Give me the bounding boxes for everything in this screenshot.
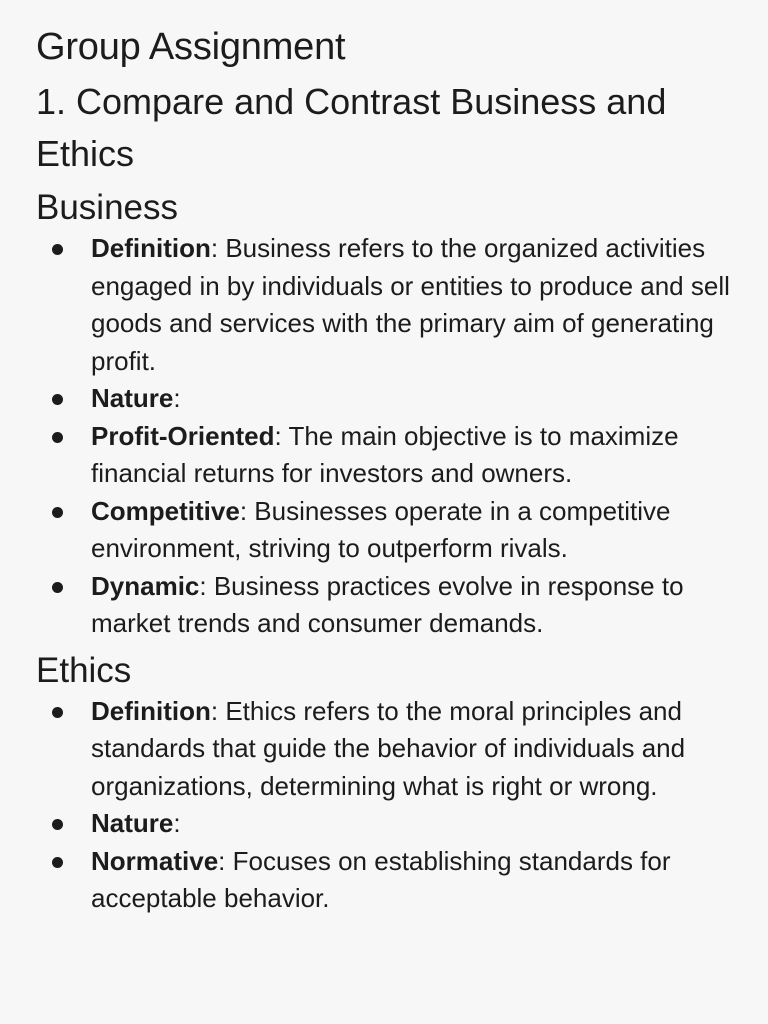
item-term: Nature: [91, 383, 174, 413]
item-separator: :: [218, 845, 233, 876]
bullet-list: [36, 693, 768, 918]
item-term: Normative: [91, 845, 219, 876]
bullet-list: [36, 230, 768, 643]
section-ethics: [36, 649, 768, 918]
item-separator: :: [210, 695, 226, 726]
list-item: [36, 230, 731, 380]
bullet-icon: [52, 394, 63, 405]
list-item: [36, 418, 731, 493]
item-separator: :: [239, 495, 255, 526]
item-term: Definition: [91, 233, 211, 263]
section-business: [36, 186, 768, 643]
section-heading: Ethics: [36, 650, 132, 690]
item-separator: :: [199, 570, 214, 601]
list-item: [36, 380, 731, 418]
item-text: Focuses on establishing standards for acceptable behavior.: [91, 845, 671, 913]
list-item: [36, 843, 731, 918]
item-term: Profit-Oriented: [91, 420, 275, 451]
question-heading: 1. Compare and Contrast Business and Ethics: [36, 81, 667, 174]
document-title: Group Assignment: [36, 26, 346, 68]
item-term: Definition: [91, 695, 211, 726]
item-separator: :: [274, 420, 289, 451]
item-separator: :: [210, 233, 226, 263]
bullet-icon: [52, 857, 63, 868]
item-term: Dynamic: [91, 570, 200, 601]
bullet-icon: [52, 507, 63, 518]
bullet-icon: [52, 244, 63, 255]
item-text: Business practices evolve in response to market trends and consumer demands.: [91, 570, 684, 638]
item-text: The main objective is to maximize financial returns for investors and owners.: [91, 420, 679, 488]
bullet-icon: [52, 582, 63, 593]
list-item: [36, 693, 731, 806]
list-item: [36, 493, 731, 568]
item-text: Businesses operate in a competitive environment, striving to outperform rivals.: [91, 495, 671, 563]
item-separator: :: [173, 808, 181, 838]
item-separator: :: [173, 383, 181, 413]
item-term: Competitive: [91, 495, 240, 526]
list-item: [36, 568, 731, 643]
bullet-icon: [52, 432, 63, 443]
list-item: [36, 805, 731, 843]
bullet-icon: [52, 707, 63, 718]
bullet-icon: [52, 819, 63, 830]
item-text: Ethics refers to the moral principles and standards that guide the behavior of individuals and organizations, determining what is right or wrong.: [91, 695, 686, 801]
item-term: Nature: [91, 808, 174, 838]
item-text: Business refers to the organized activities engaged in by individuals or entities to produce and sell goods and services with the primary aim of generating profit.: [91, 233, 730, 376]
section-heading: Business: [36, 188, 179, 227]
